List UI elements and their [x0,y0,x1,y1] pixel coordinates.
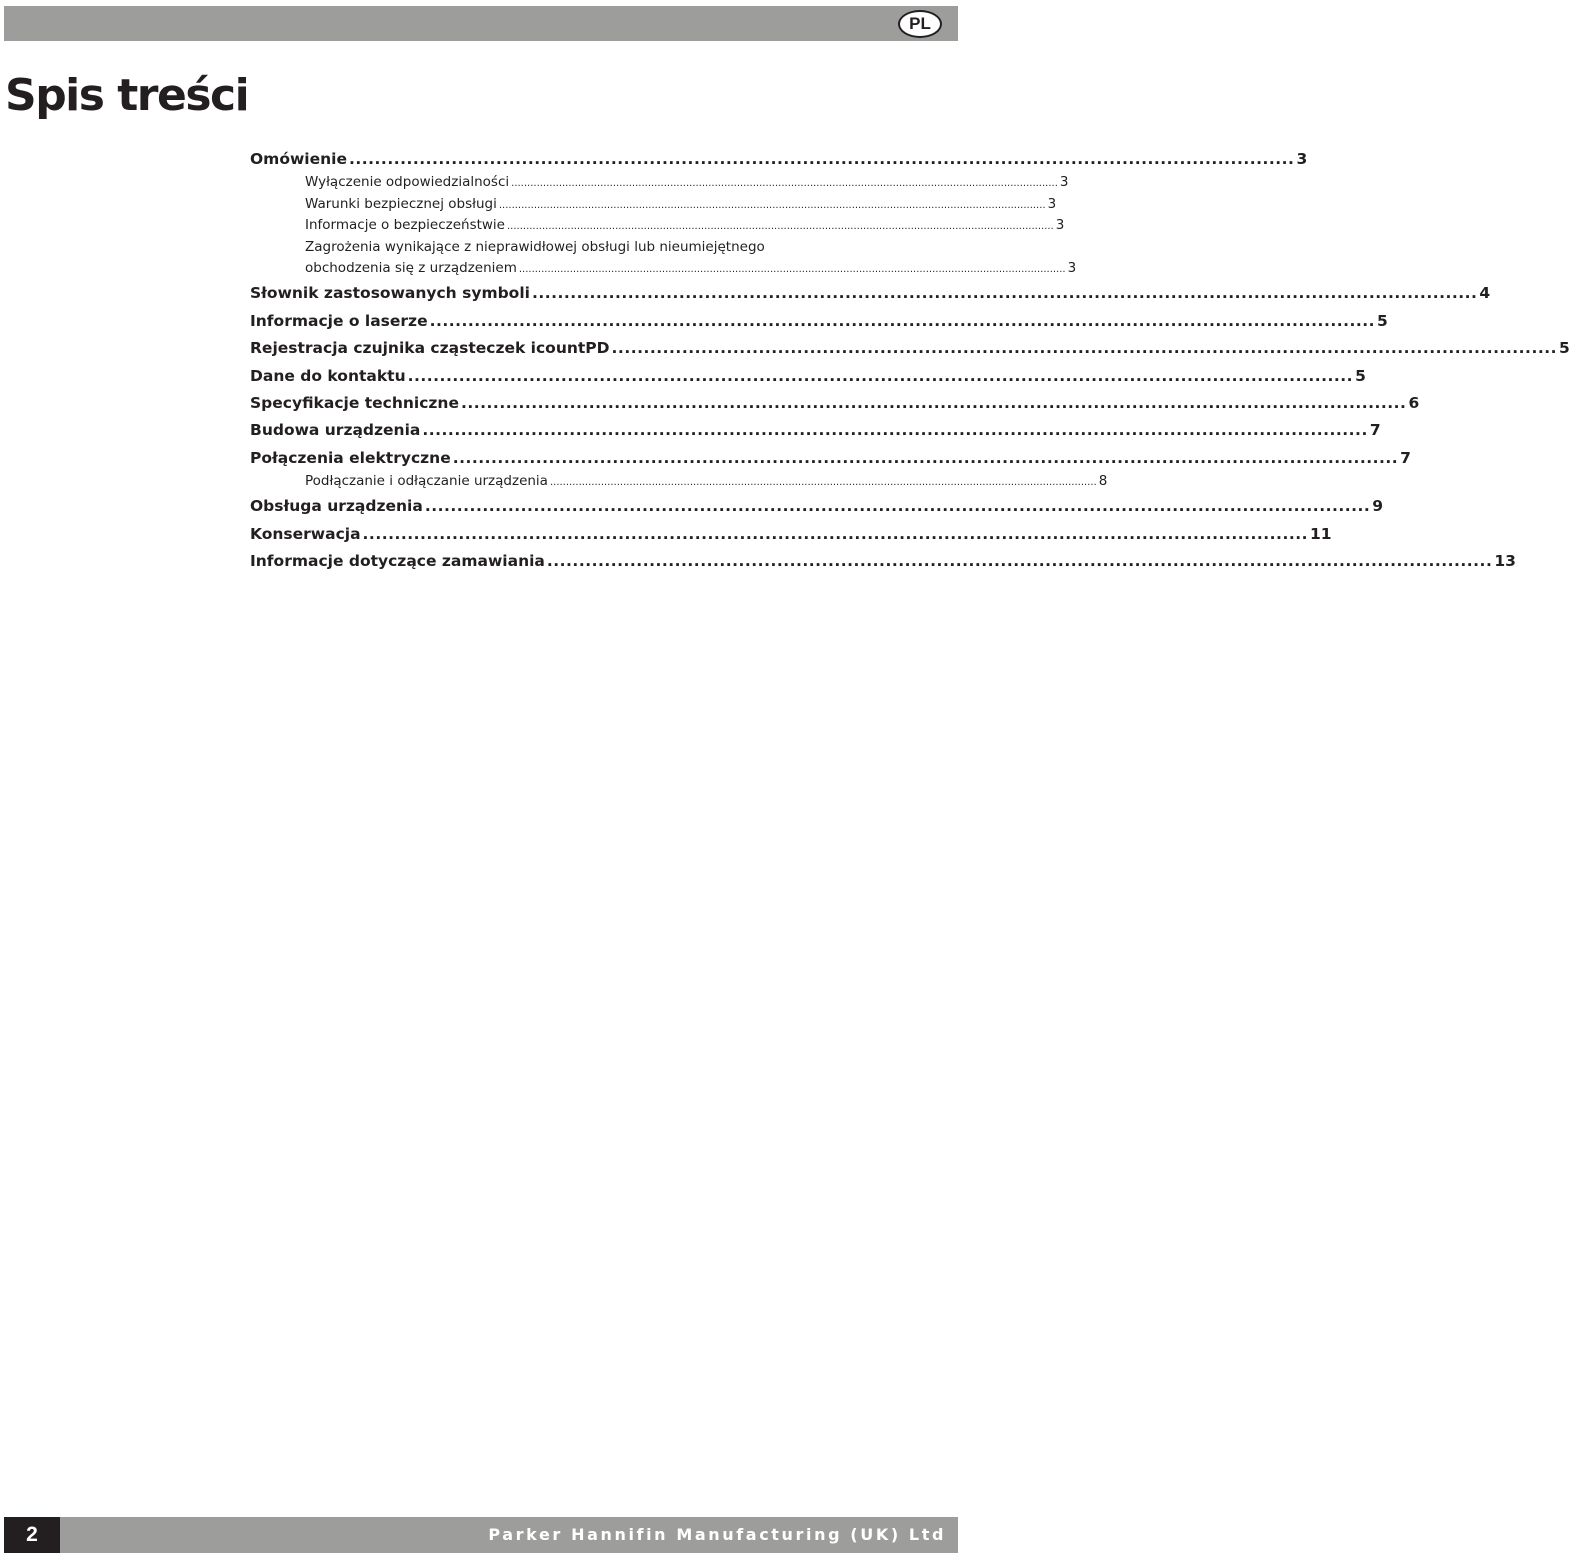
toc-entry-hazards-line1[interactable] [250,237,826,258]
toc-entry-page: 5 [1377,311,1388,330]
toc-entry-page: 9 [1372,497,1384,516]
toc-entry-registration[interactable] [250,335,1570,362]
toc-entry-connecting[interactable] [250,471,1108,492]
toc-entry-laser[interactable] [250,308,1388,335]
toc-entry-page: 13 [1494,552,1516,571]
toc-entry-page: 7 [1400,448,1411,467]
toc-leader-dots: ............................................................................................................................................................................ [511,178,1058,190]
toc-entry-page: 3 [1047,195,1057,212]
toc-entry-safe-operation[interactable] [250,194,1057,215]
toc-entry-label: Informacje dotyczące zamawiania [250,552,545,571]
toc-leader-dots: ............................................................................................................................................................................ [507,221,1054,233]
toc-leader-dots: .................................................................................................................................................... [611,339,1557,358]
toc-leader-dots: .................................................................................................................................................... [460,393,1407,412]
toc-entry-label: Warunki bezpiecznej obsługi [305,195,497,212]
toc-leader-dots: .................................................................................................................................................... [362,524,1308,543]
language-badge: PL [898,10,942,38]
toc-leader-dots: .................................................................................................................................................... [407,366,1354,385]
table-of-contents [250,146,1570,576]
toc-entry-page: 8 [1098,473,1108,490]
toc-entry-page: 5 [1355,366,1366,385]
toc-entry-operation[interactable] [250,493,1384,520]
toc-entry-overview[interactable] [250,146,1308,173]
toc-entry-label: Słownik zastosowanych symboli [250,284,530,303]
toc-entry-page: 7 [1369,421,1381,440]
toc-entry-page: 3 [1067,259,1077,276]
toc-entry-disclaimer[interactable] [250,172,1069,193]
toc-leader-dots: .................................................................................................................................................... [531,284,1478,303]
toc-entry-label: Specyfikacje techniczne [250,393,459,412]
toc-entry-label: Połączenia elektryczne [250,448,451,467]
toc-entry-specifications[interactable] [250,390,1420,417]
toc-entry-label: Omówienie [250,150,347,168]
toc-entry-page: 3 [1059,174,1069,191]
toc-entry-page: 3 [1055,217,1065,234]
toc-entry-page: 11 [1310,524,1332,543]
toc-entry-label: Obsługa urządzenia [250,497,423,516]
footer-bar [4,1517,958,1553]
toc-entry-label: Budowa urządzenia [250,421,421,440]
toc-entry-page: 5 [1559,339,1570,358]
toc-entry-electrical[interactable] [250,445,1411,472]
toc-entry-label: obchodzenia się z urządzeniem [305,259,517,276]
company-name: Parker Hannifin Manufacturing (UK) Ltd [488,1525,946,1544]
toc-entry-label: Zagrożenia wynikające z nieprawidłowej obsługi lub nieumiejętnego [305,238,765,255]
toc-entry-label: Informacje o bezpieczeństwie [305,217,505,234]
toc-entry-page: 4 [1479,284,1491,303]
toc-entry-construction[interactable] [250,417,1381,444]
toc-leader-dots: .................................................................................................................................................... [348,150,1295,168]
toc-entry-ordering[interactable] [250,548,1516,575]
toc-leader-dots: .................................................................................................................................................... [422,421,1368,440]
page-number: 2 [4,1517,60,1553]
toc-entry-label: Wyłączenie odpowiedzialności [305,174,510,191]
toc-entry-label: Rejestracja czujnika cząsteczek icountPD [250,339,610,358]
toc-entry-hazards[interactable] [250,258,1077,279]
toc-entry-label: Konserwacja [250,524,361,543]
toc-entry-label: Dane do kontaktu [250,366,406,385]
toc-entry-page: 3 [1296,150,1308,168]
toc-leader-dots: ............................................................................................................................................................................ [498,199,1046,211]
header-bar [4,6,958,41]
toc-leader-dots: .................................................................................................................................................... [452,448,1399,467]
toc-leader-dots: .................................................................................................................................................... [424,497,1371,516]
toc-entry-page: 6 [1408,393,1420,412]
toc-leader-dots: ............................................................................................................................................................................ [549,477,1097,489]
toc-entry-label: Informacje o laserze [250,311,428,330]
toc-entry-contact[interactable] [250,363,1366,390]
toc-leader-dots: .................................................................................................................................................... [429,311,1376,330]
toc-entry-safety-info[interactable] [250,215,1065,236]
toc-leader-dots: ............................................................................................................................................................................ [518,263,1066,275]
page-title: Spis treści [5,70,249,121]
toc-entry-symbols[interactable] [250,280,1491,307]
toc-leader-dots: .................................................................................................................................................... [546,552,1493,571]
toc-entry-label: Podłączanie i odłączanie urządzenia [305,473,548,490]
toc-entry-maintenance[interactable] [250,521,1332,548]
